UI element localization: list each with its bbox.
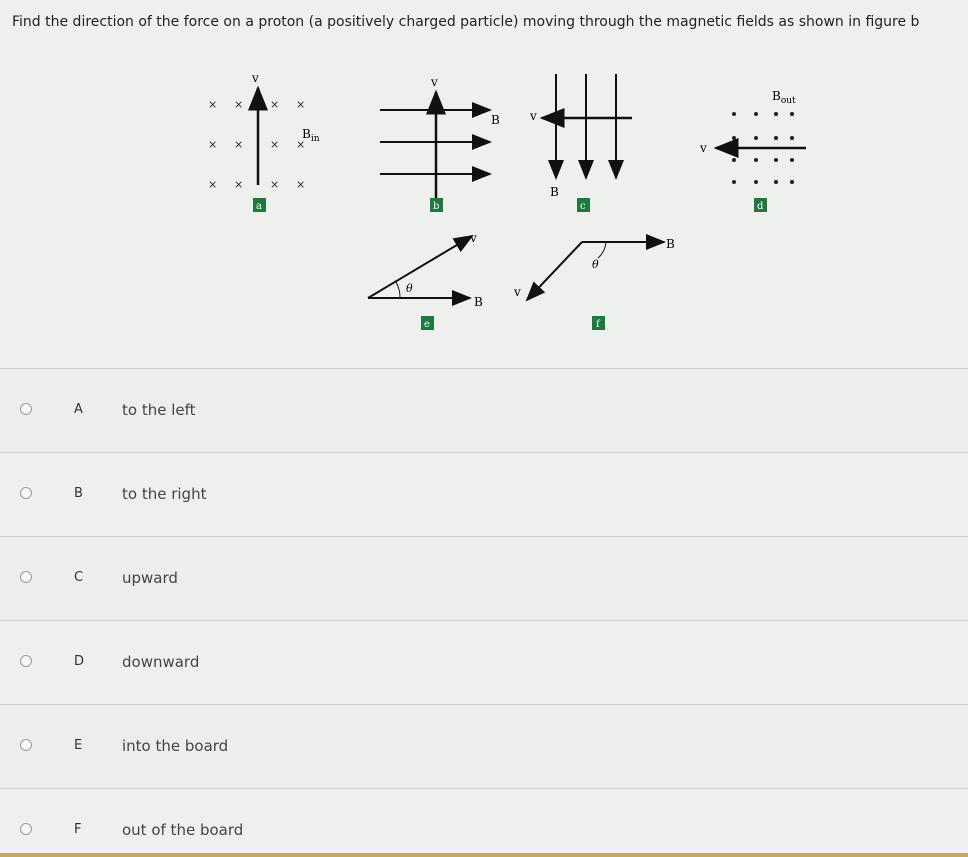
v-label-a: v (252, 71, 259, 85)
option-letter: A (74, 402, 83, 417)
b-label-f: B (666, 237, 675, 251)
option-b[interactable] (0, 452, 968, 537)
b-in-label: $B_{in}$ (302, 127, 320, 144)
radio-button[interactable] (20, 403, 32, 415)
b-out-label: $B_{out}$ (772, 89, 796, 106)
option-d[interactable] (0, 620, 968, 705)
v-label-d: v (700, 141, 707, 155)
bottom-accent-bar (0, 853, 968, 857)
option-letter: F (74, 822, 82, 837)
figure-svg (0, 60, 968, 360)
v-label-f: v (514, 285, 521, 299)
badge-c-label: c (580, 201, 586, 212)
radio-button[interactable] (20, 823, 32, 835)
answer-options (0, 360, 968, 857)
badge-f-label: f (596, 319, 600, 330)
svg-text:×: × (234, 138, 244, 151)
option-letter: B (74, 486, 83, 501)
panel-e (368, 231, 483, 330)
svg-text:×: × (270, 138, 280, 151)
svg-text:×: × (208, 178, 218, 191)
svg-text:×: × (296, 178, 306, 191)
panel-a (208, 71, 320, 212)
option-f[interactable] (0, 788, 968, 854)
option-label: to the left (122, 401, 196, 419)
velocity-arrow-f (527, 242, 582, 300)
theta-label-f: θ (592, 258, 599, 271)
svg-text:×: × (234, 178, 244, 191)
b-label-e: B (474, 295, 483, 309)
badge-e-label: e (424, 319, 430, 330)
velocity-arrow-e (368, 236, 472, 298)
svg-text:×: × (270, 178, 280, 191)
option-letter: D (74, 654, 85, 669)
svg-text:×: × (234, 98, 244, 111)
option-a[interactable] (0, 368, 968, 453)
option-label: downward (122, 653, 200, 671)
radio-button[interactable] (20, 487, 32, 499)
svg-text:×: × (296, 98, 306, 111)
v-label-e: v (470, 231, 477, 245)
option-letter: C (74, 570, 84, 585)
option-c[interactable] (0, 536, 968, 621)
b-label-c: B (550, 185, 559, 199)
panel-b (380, 75, 500, 212)
svg-text:×: × (208, 138, 218, 151)
badge-a-label: a (256, 201, 262, 212)
svg-text:×: × (270, 98, 280, 111)
radio-button[interactable] (20, 739, 32, 751)
v-label-c: v (530, 109, 537, 123)
svg-text:×: × (296, 138, 306, 151)
option-e[interactable] (0, 704, 968, 789)
radio-button[interactable] (20, 655, 32, 667)
v-label-b: v (431, 75, 438, 89)
b-label-b: B (491, 113, 500, 127)
option-label: to the right (122, 485, 207, 503)
option-label: upward (122, 569, 178, 587)
question-text: Find the direction of the force on a proton (a positively charged particle) moving through the magnetic fields as shown in figure b (12, 14, 920, 30)
option-label: into the board (122, 737, 229, 755)
badge-b-label: b (433, 201, 440, 212)
panel-c (529, 74, 632, 212)
radio-button[interactable] (20, 571, 32, 583)
magnetic-field-figure (0, 60, 968, 360)
badge-d-label: d (757, 201, 764, 212)
panel-d (699, 89, 806, 212)
svg-text:×: × (208, 98, 218, 111)
option-label: out of the board (122, 821, 244, 839)
panel-f (513, 237, 675, 330)
option-letter: E (74, 738, 83, 753)
theta-label-e: θ (406, 282, 413, 295)
